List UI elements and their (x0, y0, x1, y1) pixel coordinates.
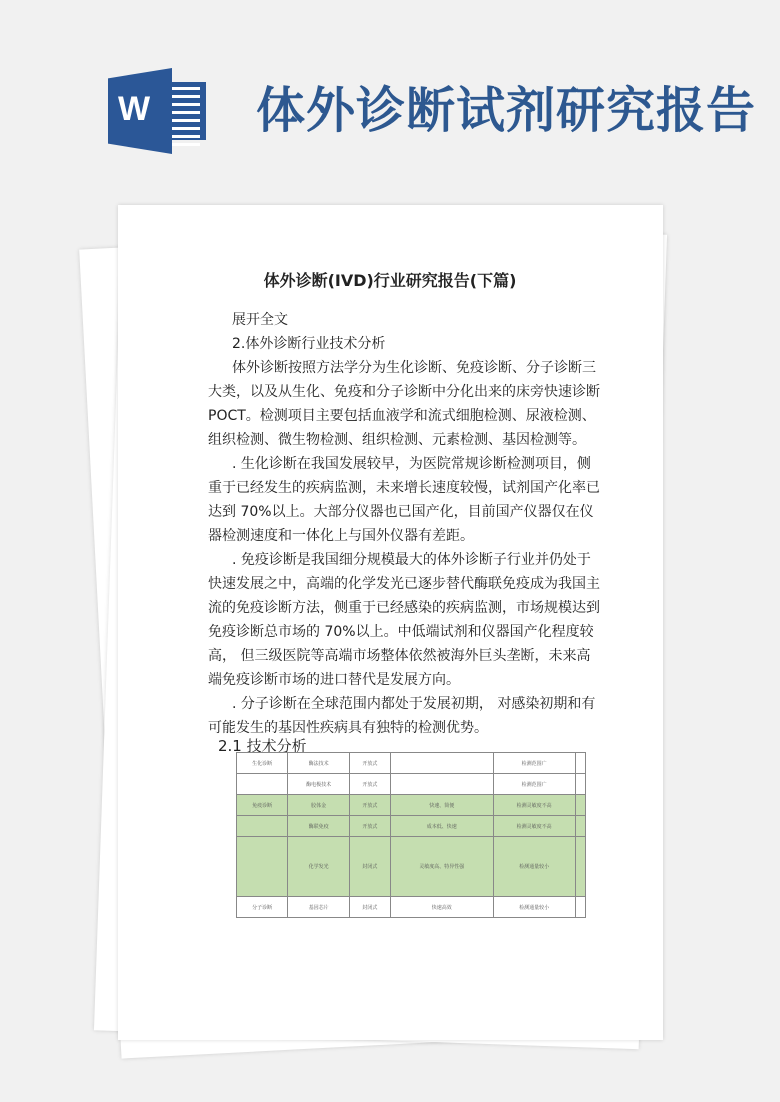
table-cell (575, 837, 585, 897)
paragraph: . 免疫诊断是我国细分规模最大的体外诊断子行业并仍处于快速发展之中，高端的化学发光已逐步替代酶联免疫成为我国主流的免疫诊断方法，侧重于已经感染的疾病监测，市场规模达到免疫诊断总市场的 70%以上。中低端试剂和仪器国产化程度较高， 但三级医院等高端市场整体依然被海外巨头垄断，未来高端免疫诊断市场的进口替代是发展方向。 (208, 552, 600, 688)
table-cell: 开放式 (349, 774, 390, 795)
table-cell: 检测灵敏度不高 (493, 816, 575, 837)
document-title: 体外诊断(IVD)行业研究报告(下篇) (263, 271, 517, 290)
table-cell: 免疫诊断 (237, 795, 288, 816)
table-cell (390, 753, 493, 774)
table-cell (575, 795, 585, 816)
table-cell (575, 816, 585, 837)
table-cell: 检测范围广 (493, 774, 575, 795)
table-cell: 开放式 (349, 753, 390, 774)
tech-table (236, 752, 586, 918)
table-row (237, 816, 586, 837)
table-cell: 生化诊断 (237, 753, 288, 774)
word-logo-icon: W (108, 68, 208, 154)
table-cell: 开放式 (349, 795, 390, 816)
table-cell: 快速、简便 (390, 795, 493, 816)
banner-title: 体外诊断试剂研究报告 (256, 81, 757, 139)
table-row (237, 774, 586, 795)
table-cell (237, 837, 288, 897)
table-cell: 开放式 (349, 816, 390, 837)
table-cell (237, 774, 288, 795)
table-row (237, 795, 586, 816)
table-cell: 酶联免疫 (288, 816, 350, 837)
table-row (237, 897, 586, 918)
paragraph: . 生化诊断在我国发展较早，为医院常规诊断检测项目，侧重于已经发生的疾病监测，未来增长速度较慢，试剂国产化率已达到 70%以上。大部分仪器也已国产化，目前国产仪器仅在仪器检测速度和一体化上与国外仪器有差距。 (208, 456, 600, 544)
table-cell (575, 774, 585, 795)
table-cell: 检测灵敏度不高 (493, 795, 575, 816)
section-heading: 2.体外诊断行业技术分析 (232, 336, 386, 352)
table-cell (237, 816, 288, 837)
section-heading: 2.1 技术分析 (218, 737, 307, 755)
table-row (237, 837, 586, 897)
table-cell: 检测通量较小 (493, 837, 575, 897)
table-cell: 检测通量较小 (493, 897, 575, 918)
table-cell (575, 753, 585, 774)
table-cell: 检测范围广 (493, 753, 575, 774)
table-cell: 封闭式 (349, 837, 390, 897)
table-cell: 化学发光 (288, 837, 350, 897)
paragraph: 体外诊断按照方法学分为生化诊断、免疫诊断、分子诊断三大类，以及从生化、免疫和分子诊断中分化出来的床旁快速诊断 POCT。检测项目主要包括血液学和流式细胞检测、尿液检测、组织检测、微生物检测、组织检测、元素检测、基因检测等。 (208, 360, 600, 448)
table-cell: 基因芯片 (288, 897, 350, 918)
document-body (208, 308, 603, 740)
table-cell: 分子诊断 (237, 897, 288, 918)
expand-link[interactable]: 展开全文 (232, 312, 288, 328)
table-cell: 成本低、快速 (390, 816, 493, 837)
table-cell: 灵敏度高、特异性强 (390, 837, 493, 897)
table-cell: 酶法技术 (288, 753, 350, 774)
table-cell (575, 897, 585, 918)
table-cell: 快速高效 (390, 897, 493, 918)
table-cell: 封闭式 (349, 897, 390, 918)
paragraph: . 分子诊断在全球范围内都处于发展初期， 对感染初期和有可能发生的基因性疾病具有独特的检测优势。 (208, 696, 596, 736)
table-cell: 酶电极技术 (288, 774, 350, 795)
table-cell: 胶体金 (288, 795, 350, 816)
table-row (237, 753, 586, 774)
table-cell (390, 774, 493, 795)
